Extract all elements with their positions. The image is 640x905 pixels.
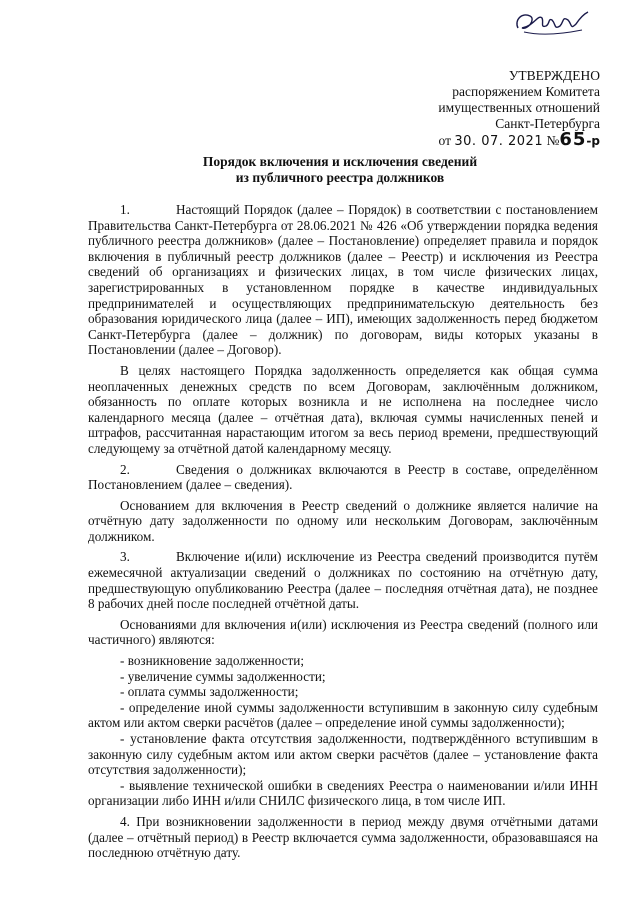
paragraph-text: Настоящий Порядок (далее – Порядок) в соответствии с постановлением Правительства Санкт-Петербурга от 28.06.2021 № 426 «Об утверждении порядка ведения публичного реестра должников» (далее – Постановление) определяет правила и порядок включения в публичный реестр должников (далее – Реестр) и исключения из Реестра сведений об организациях и физических лицах, в том числе физических лицах, зарегистрированных в установленном порядке в качестве индивидуальных предпринимателей и осуществляющих предпринимательскую деятельность без образования юридического лица (далее – ИП), имеющих задолженность перед бюджетом Санкт-Петербурга (далее – должник) по договорам, виды которых указаны в Постановлении (далее – Договор). <box>88 202 598 358</box>
document-body <box>88 202 598 866</box>
date-prefix: от <box>438 133 452 148</box>
paragraph-number: 3. <box>120 549 130 565</box>
approval-date-line <box>340 129 600 150</box>
list-item: - установление факта отсутствия задолженности, подтверждённого вступившим в законную силу судебным актом или актом сверки расчётов (далее – установление факта отсутствия задолженности); <box>88 731 598 778</box>
paragraph-number: 1. <box>120 202 130 217</box>
paragraph-2b: Основанием для включения в Реестр сведений о должнике является наличие на отчётную дату задолженности по одному или нескольким Договорам, заключённым должником. <box>88 497 598 544</box>
approval-line: распоряжением Комитета <box>452 84 600 99</box>
paragraph-number: 2. <box>120 461 130 477</box>
approval-line: Санкт-Петербурга <box>495 116 600 131</box>
approval-stamp <box>340 68 600 150</box>
paragraph-1 <box>88 202 598 358</box>
approval-date: 30. 07. 2021 <box>454 134 544 149</box>
list-item: - увеличение суммы задолженности; <box>120 668 326 684</box>
paragraph-2 <box>88 462 598 493</box>
paragraph-4: 4. При возникновении задолженности в период между двумя отчётными датами (далее – отчётный период) в Реестр включается сумма задолженности, образовавшаяся на последнюю отчётную дату. <box>88 813 598 861</box>
paragraph-3 <box>88 549 598 611</box>
paragraph-3b: Основаниями для включения и(или) исключения из Реестра сведений (полного или частичного) являются: <box>88 616 598 648</box>
document-title <box>70 154 610 186</box>
paragraph-text: Включение и(или) исключение из Реестра сведений производится путём ежемесячной актуализации сведений о должниках по состоянию на отчётную дату, предшествующую опубликованию Реестра (далее – последняя отчётная дата), не позднее 8 рабочих дней после последней отчётной даты. <box>88 549 598 612</box>
approval-number-suffix: -р <box>586 134 600 148</box>
approval-line: имущественных отношений <box>438 100 600 115</box>
title-line: из публичного реестра должников <box>235 170 445 185</box>
number-prefix: № <box>546 133 560 148</box>
list-item: - выявление технической ошибки в сведениях Реестра о наименовании и/или ИНН организации либо ИНН и/или СНИЛС физического лица, в том числе ИП. <box>88 777 598 809</box>
approval-heading: УТВЕРЖДЕНО <box>508 68 600 83</box>
list-item: - оплата суммы задолженности; <box>120 684 299 700</box>
list-item: - возникновение задолженности; <box>120 653 305 669</box>
title-line: Порядок включения и исключения сведений <box>202 154 478 169</box>
paragraph-1b: В целях настоящего Порядка задолженность определяется как общая сумма неоплаченных денежных средств по всем Договорам, заключённым должником, обязанность по оплате которых возникла и не исполнена на последнее число календарного месяца (далее – отчётная дата), включая суммы начисленных пеней и штрафов, рассчитанная нарастающим итогом за весь период времени, предшествующий следующему за отчётной датой календарному месяцу. <box>88 362 598 456</box>
handwritten-signature <box>512 6 592 40</box>
list-item: - определение иной суммы задолженности вступившим в законную силу судебным актом или актом сверки расчётов (далее – определение иной суммы задолженности); <box>88 699 598 731</box>
grounds-list <box>88 653 598 809</box>
paragraph-text: Сведения о должниках включаются в Реестр в составе, определённом Постановлением (далее – сведения). <box>88 461 598 493</box>
approval-number: 65 <box>559 129 587 150</box>
